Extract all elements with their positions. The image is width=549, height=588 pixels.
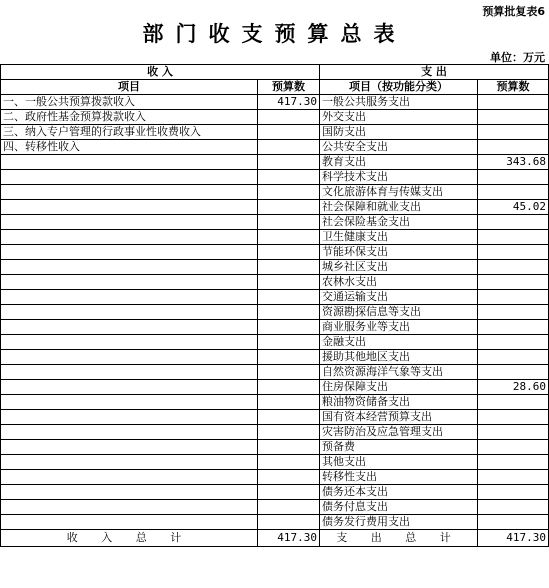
column-header-row bbox=[1, 80, 549, 95]
expense-item-cell: 商业服务业等支出 bbox=[320, 320, 478, 335]
expense-amount-cell bbox=[478, 110, 549, 125]
expense-item-cell: 社会保障和就业支出 bbox=[320, 200, 478, 215]
income-amount-cell bbox=[258, 380, 320, 395]
income-item-cell bbox=[1, 260, 258, 275]
income-item-cell bbox=[1, 245, 258, 260]
expense-amount-cell bbox=[478, 215, 549, 230]
table-row bbox=[1, 290, 549, 305]
expense-amount-cell bbox=[478, 275, 549, 290]
income-amount-cell bbox=[258, 125, 320, 140]
expense-item-cell: 转移性支出 bbox=[320, 470, 478, 485]
income-amount-cell bbox=[258, 185, 320, 200]
table-row bbox=[1, 305, 549, 320]
table-row bbox=[1, 95, 549, 110]
expense-item-cell: 公共安全支出 bbox=[320, 140, 478, 155]
table-row bbox=[1, 455, 549, 470]
expense-item-cell: 外交支出 bbox=[320, 110, 478, 125]
expense-amount-cell: 45.02 bbox=[478, 200, 549, 215]
expense-amount-cell bbox=[478, 455, 549, 470]
expense-amount-cell bbox=[478, 320, 549, 335]
expense-amount-cell: 343.68 bbox=[478, 155, 549, 170]
totals-row bbox=[1, 530, 549, 547]
table-row bbox=[1, 365, 549, 380]
table-row bbox=[1, 425, 549, 440]
expense-item-cell: 金融支出 bbox=[320, 335, 478, 350]
income-amount-cell bbox=[258, 275, 320, 290]
expense-item-cell: 灾害防治及应急管理支出 bbox=[320, 425, 478, 440]
table-row bbox=[1, 380, 549, 395]
expense-amount-cell bbox=[478, 515, 549, 530]
income-item-cell bbox=[1, 305, 258, 320]
table-row bbox=[1, 125, 549, 140]
expense-item-cell: 科学技术支出 bbox=[320, 170, 478, 185]
table-row bbox=[1, 440, 549, 455]
expense-total-label: 支 出 总 计 bbox=[320, 530, 478, 547]
income-item-cell bbox=[1, 275, 258, 290]
income-amount-cell bbox=[258, 470, 320, 485]
table-row bbox=[1, 410, 549, 425]
table-row bbox=[1, 110, 549, 125]
income-amount-cell bbox=[258, 455, 320, 470]
expense-amount-cell bbox=[478, 470, 549, 485]
table-row bbox=[1, 260, 549, 275]
income-item-cell bbox=[1, 230, 258, 245]
income-amount-cell bbox=[258, 245, 320, 260]
expense-item-cell: 社会保险基金支出 bbox=[320, 215, 478, 230]
income-item-cell bbox=[1, 395, 258, 410]
expense-amount-cell bbox=[478, 230, 549, 245]
income-item-cell bbox=[1, 155, 258, 170]
table-row bbox=[1, 335, 549, 350]
budget-table bbox=[0, 64, 549, 547]
income-item-cell: 一、一般公共预算拨款收入 bbox=[1, 95, 258, 110]
income-amount-cell bbox=[258, 365, 320, 380]
expense-item-cell: 卫生健康支出 bbox=[320, 230, 478, 245]
income-item-header: 项目 bbox=[1, 80, 258, 95]
income-amount-cell bbox=[258, 395, 320, 410]
income-amount-header: 预算数 bbox=[258, 80, 320, 95]
table-row bbox=[1, 485, 549, 500]
expense-amount-cell bbox=[478, 95, 549, 110]
table-row bbox=[1, 170, 549, 185]
expense-item-cell: 援助其他地区支出 bbox=[320, 350, 478, 365]
expense-amount-cell bbox=[478, 335, 549, 350]
income-item-cell bbox=[1, 380, 258, 395]
income-item-cell bbox=[1, 410, 258, 425]
expense-amount-cell bbox=[478, 290, 549, 305]
income-amount-cell bbox=[258, 425, 320, 440]
table-row bbox=[1, 185, 549, 200]
income-item-cell bbox=[1, 185, 258, 200]
income-item-cell bbox=[1, 200, 258, 215]
income-item-cell bbox=[1, 365, 258, 380]
income-amount-cell bbox=[258, 290, 320, 305]
expense-total-amount: 417.30 bbox=[478, 530, 549, 547]
expense-amount-cell bbox=[478, 365, 549, 380]
income-item-cell bbox=[1, 215, 258, 230]
expense-item-cell: 债务发行费用支出 bbox=[320, 515, 478, 530]
income-amount-cell bbox=[258, 410, 320, 425]
expense-item-cell: 文化旅游体育与传媒支出 bbox=[320, 185, 478, 200]
expense-amount-cell bbox=[478, 350, 549, 365]
income-amount-cell bbox=[258, 260, 320, 275]
expense-amount-cell bbox=[478, 395, 549, 410]
income-item-cell bbox=[1, 470, 258, 485]
expense-item-cell: 城乡社区支出 bbox=[320, 260, 478, 275]
income-item-cell bbox=[1, 290, 258, 305]
table-row bbox=[1, 500, 549, 515]
expense-item-cell: 农林水支出 bbox=[320, 275, 478, 290]
table-row bbox=[1, 320, 549, 335]
expense-amount-cell bbox=[478, 260, 549, 275]
expense-amount-cell bbox=[478, 500, 549, 515]
income-amount-cell bbox=[258, 200, 320, 215]
expense-item-cell: 住房保障支出 bbox=[320, 380, 478, 395]
table-row bbox=[1, 215, 549, 230]
table-row bbox=[1, 470, 549, 485]
expense-item-cell: 其他支出 bbox=[320, 455, 478, 470]
table-row bbox=[1, 245, 549, 260]
expense-item-cell: 节能环保支出 bbox=[320, 245, 478, 260]
income-item-cell bbox=[1, 485, 258, 500]
income-total-label: 收 入 总 计 bbox=[1, 530, 258, 547]
income-item-cell bbox=[1, 500, 258, 515]
expense-item-cell: 交通运输支出 bbox=[320, 290, 478, 305]
expense-amount-header: 预算数 bbox=[478, 80, 549, 95]
table-row bbox=[1, 350, 549, 365]
expense-amount-cell bbox=[478, 305, 549, 320]
table-row bbox=[1, 395, 549, 410]
income-amount-cell bbox=[258, 500, 320, 515]
income-item-cell bbox=[1, 440, 258, 455]
income-item-cell: 三、纳入专户管理的行政事业性收费收入 bbox=[1, 125, 258, 140]
income-amount-cell bbox=[258, 440, 320, 455]
group-header-row bbox=[1, 65, 549, 80]
expense-amount-cell: 28.60 bbox=[478, 380, 549, 395]
expense-amount-cell bbox=[478, 185, 549, 200]
income-item-cell: 四、转移性收入 bbox=[1, 140, 258, 155]
unit-label: 单位：万元 bbox=[490, 51, 545, 64]
expense-item-cell: 粮油物资储备支出 bbox=[320, 395, 478, 410]
income-amount-cell bbox=[258, 320, 320, 335]
expense-item-cell: 资源勘探信息等支出 bbox=[320, 305, 478, 320]
budget-table-body bbox=[1, 65, 549, 547]
expense-item-cell: 国有资本经营预算支出 bbox=[320, 410, 478, 425]
income-amount-cell bbox=[258, 215, 320, 230]
expense-amount-cell bbox=[478, 410, 549, 425]
income-amount-cell bbox=[258, 155, 320, 170]
income-amount-cell bbox=[258, 110, 320, 125]
income-item-cell: 二、政府性基金预算拨款收入 bbox=[1, 110, 258, 125]
income-item-cell bbox=[1, 350, 258, 365]
expense-amount-cell bbox=[478, 485, 549, 500]
expense-amount-cell bbox=[478, 425, 549, 440]
income-amount-cell bbox=[258, 230, 320, 245]
expense-item-cell: 一般公共服务支出 bbox=[320, 95, 478, 110]
income-item-cell bbox=[1, 335, 258, 350]
page-title: 部门收支预算总表 bbox=[142, 21, 407, 46]
income-amount-cell bbox=[258, 350, 320, 365]
income-item-cell bbox=[1, 425, 258, 440]
expense-item-cell: 债务还本支出 bbox=[320, 485, 478, 500]
table-row bbox=[1, 515, 549, 530]
income-amount-cell bbox=[258, 140, 320, 155]
expense-item-cell: 教育支出 bbox=[320, 155, 478, 170]
expense-amount-cell bbox=[478, 170, 549, 185]
income-group-header: 收 入 bbox=[1, 65, 320, 80]
table-row bbox=[1, 200, 549, 215]
table-row bbox=[1, 140, 549, 155]
table-row bbox=[1, 155, 549, 170]
income-amount-cell bbox=[258, 335, 320, 350]
expense-amount-cell bbox=[478, 245, 549, 260]
expense-amount-cell bbox=[478, 125, 549, 140]
income-amount-cell bbox=[258, 515, 320, 530]
expense-item-cell: 自然资源海洋气象等支出 bbox=[320, 365, 478, 380]
expense-item-cell: 国防支出 bbox=[320, 125, 478, 140]
expense-item-cell: 债务付息支出 bbox=[320, 500, 478, 515]
income-amount-cell bbox=[258, 305, 320, 320]
income-item-cell bbox=[1, 170, 258, 185]
table-row bbox=[1, 275, 549, 290]
expense-amount-cell bbox=[478, 440, 549, 455]
income-item-cell bbox=[1, 320, 258, 335]
form-code: 预算批复表6 bbox=[482, 5, 545, 18]
expense-amount-cell bbox=[478, 140, 549, 155]
income-amount-cell bbox=[258, 170, 320, 185]
income-total-amount: 417.30 bbox=[258, 530, 320, 547]
income-item-cell bbox=[1, 455, 258, 470]
income-amount-cell bbox=[258, 485, 320, 500]
expense-item-header: 项目（按功能分类） bbox=[320, 80, 478, 95]
expense-group-header: 支 出 bbox=[320, 65, 549, 80]
income-item-cell bbox=[1, 515, 258, 530]
table-row bbox=[1, 230, 549, 245]
expense-item-cell: 预备费 bbox=[320, 440, 478, 455]
income-amount-cell: 417.30 bbox=[258, 95, 320, 110]
